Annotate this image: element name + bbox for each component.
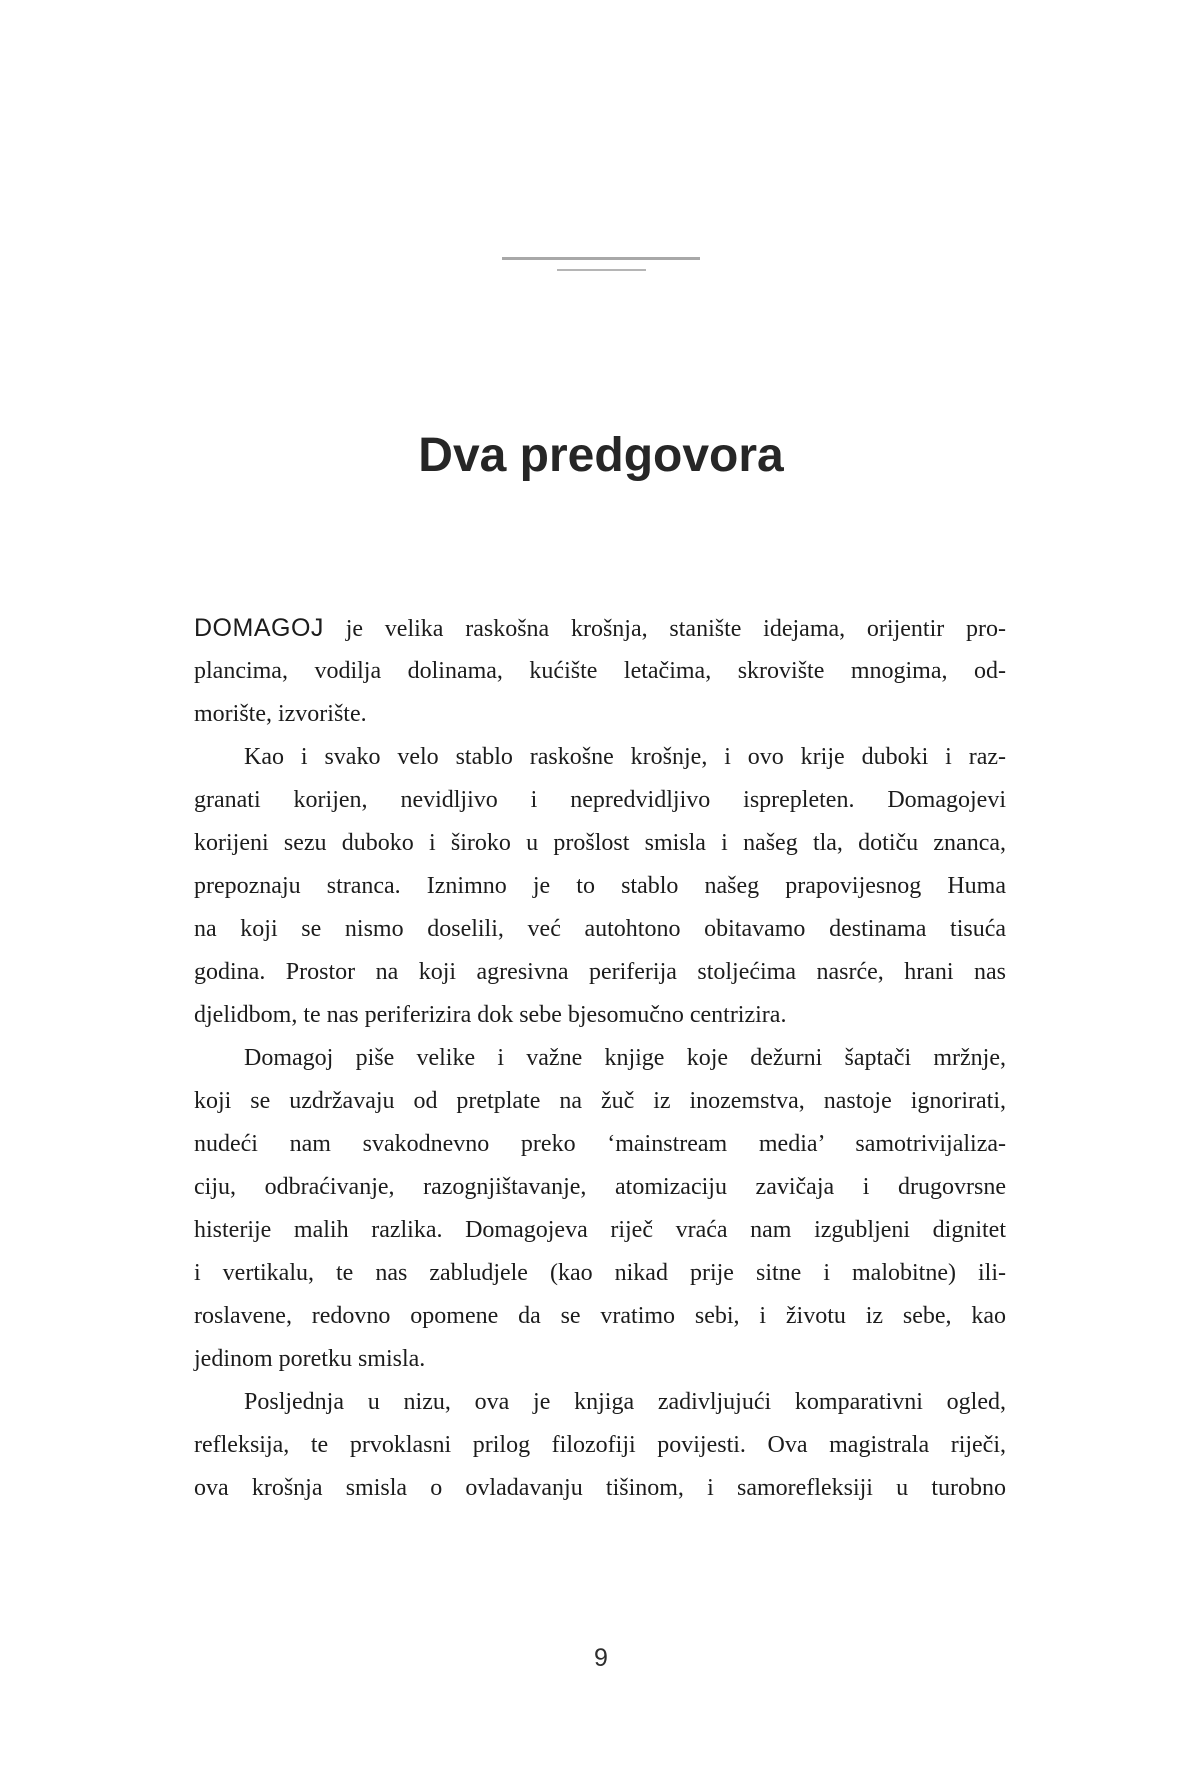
lead-word: DOMAGOJ xyxy=(194,614,324,642)
text-line: refleksija, te prvoklasni prilog filozofiji povijesti. Ova magistrala riječi, xyxy=(194,1432,1006,1458)
text-line: granati korijen, nevidljivo i nepredvidljivo isprepleten. Domagojevi xyxy=(194,787,1006,813)
text-line: djelidbom, te nas periferizira dok sebe bjesomučno centrizira. xyxy=(194,1002,787,1028)
text-line: prepoznaju stranca. Iznimno je to stablo našeg prapovijesnog Huma xyxy=(194,873,1006,899)
text-line: nudeći nam svakodnevno preko ‘mainstream media’ samotrivijaliza- xyxy=(194,1131,1006,1157)
text-line: jedinom poretku smisla. xyxy=(194,1346,426,1372)
text-line: histerije malih razlika. Domagojeva riječ vraća nam izgubljeni dignitet xyxy=(194,1217,1006,1243)
divider-line-long xyxy=(502,257,700,260)
text-line: roslavene, redovno opomene da se vratimo sebi, i životu iz sebe, kao xyxy=(194,1303,1006,1329)
body-text xyxy=(194,607,1006,1510)
text-line: koji se uzdržavaju od pretplate na žuč iz inozemstva, nastoje ignorirati, xyxy=(194,1088,1006,1114)
page-number: 9 xyxy=(594,1644,608,1672)
text-line: i vertikalu, te nas zabludjele (kao nikad prije sitne i malobitne) ili- xyxy=(194,1260,1006,1286)
text-line: plancima, vodilja dolinama, kućište letačima, skrovište mnogima, od- xyxy=(194,658,1006,684)
chapter-title: Dva predgovora xyxy=(418,429,784,482)
text-line: ova krošnja smisla o ovladavanju tišinom, i samorefleksiji u turobno xyxy=(194,1475,1006,1501)
text-line: Posljednja u nizu, ova je knjiga zadivljujući komparativni ogled, xyxy=(244,1389,1006,1415)
text-line: na koji se nismo doselili, već autohtono obitavamo destinama tisuća xyxy=(194,916,1006,942)
text-line: ciju, odbraćivanje, razognjištavanje, atomizaciju zavičaja i drugovrsne xyxy=(194,1174,1006,1200)
text-line: Domagoj piše velike i važne knjige koje dežurni šaptači mržnje, xyxy=(244,1045,1006,1071)
text-line: korijeni sezu duboko i široko u prošlost smisla i našeg tla, dotiču znanca, xyxy=(194,830,1006,856)
divider-line-short xyxy=(557,269,646,271)
text-line: morište, izvorište. xyxy=(194,701,367,727)
text-line: DOMAGOJ je velika raskošna krošnja, stanište idejama, orijentir pro- xyxy=(194,614,1006,642)
text-line: godina. Prostor na koji agresivna periferija stoljećima nasrće, hrani nas xyxy=(194,959,1006,985)
text-line: Kao i svako velo stablo raskošne krošnje, i ovo krije duboki i raz- xyxy=(244,744,1006,770)
